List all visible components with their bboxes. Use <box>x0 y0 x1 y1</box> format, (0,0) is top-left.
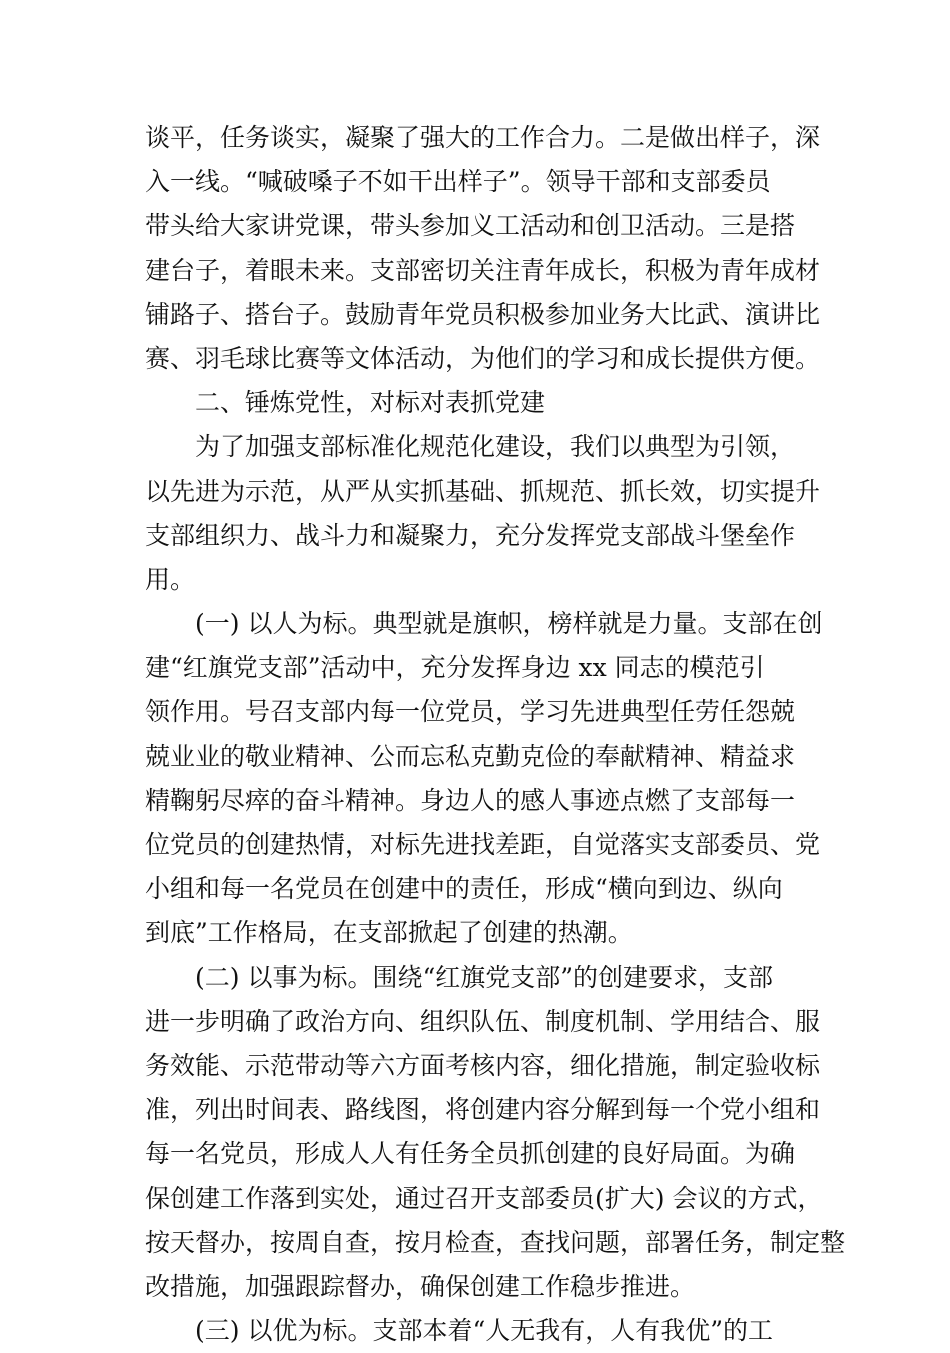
body-text <box>145 116 846 1353</box>
text-line: 铺路子、搭台子。鼓励青年党员积极参加业务大比武、演讲比 <box>145 299 821 329</box>
text-line: 按天督办，按周自查，按月检查，查找问题，部署任务，制定整 <box>145 1227 846 1257</box>
text-line: 赛、羽毛球比赛等文体活动，为他们的学习和成长提供方便。 <box>145 343 821 373</box>
text-line: 支部组织力、战斗力和凝聚力，充分发挥党支部战斗堡垒作 <box>145 520 796 550</box>
text-line: 用。 <box>145 564 196 594</box>
text-line: 位党员的创建热情，对标先进找差距，自觉落实支部委员、党 <box>145 830 821 859</box>
text-line: 每一名党员，形成人人有任务全员抓创建的良好局面。为确 <box>145 1139 796 1169</box>
text-line: 入一线。“喊破嗓子不如干出样子”。领导干部和支部委员 <box>145 167 771 197</box>
text-line: 领作用。号召支部内每一位党员，学习先进典型任劳任怨兢 <box>145 697 796 727</box>
text-line: 改措施，加强跟踪督办，确保创建工作稳步推进。 <box>145 1271 696 1301</box>
text-line: (一) 以人为标。典型就是旗帜，榜样就是力量。支部在创 <box>195 609 823 639</box>
text-line: 以先进为示范，从严从实抓基础、抓规范、抓长效，切实提升 <box>145 476 821 506</box>
text-line: 带头给大家讲党课，带头参加义工活动和创卫活动。三是搭 <box>145 211 796 241</box>
text-line: 到底”工作格局，在支部掀起了创建的热潮。 <box>145 918 633 948</box>
text-line: (二) 以事为标。围绕“红旗党支部”的创建要求，支部 <box>195 962 774 992</box>
text-line: 精鞠躬尽瘁的奋斗精神。身边人的感人事迹点燃了支部每一 <box>145 785 796 815</box>
text-line: 谈平，任务谈实，凝聚了强大的工作合力。二是做出样子，深 <box>145 123 821 152</box>
text-line: 准，列出时间表、路线图，将创建内容分解到每一个党小组和 <box>145 1095 821 1125</box>
text-line: 小组和每一名党员在创建中的责任，形成“横向到边、纵向 <box>145 874 783 904</box>
text-line: (三) 以优为标。支部本着“人无我有，人有我优”的工 <box>195 1316 774 1346</box>
text-line: 为了加强支部标准化规范化建设，我们以典型为引领， <box>195 432 796 462</box>
text-line: 务效能、示范带动等六方面考核内容，细化措施，制定验收标 <box>145 1050 821 1080</box>
text-line: 兢业业的敬业精神、公而忘私克勤克俭的奉献精神、精益求 <box>145 741 796 771</box>
text-line: 进一步明确了政治方向、组织队伍、制度机制、学用结合、服 <box>145 1006 821 1036</box>
text-line: 保创建工作落到实处，通过召开支部委员(扩大) 会议的方式， <box>145 1183 823 1213</box>
text-line: 建台子，着眼未来。支部密切关注青年成长，积极为青年成材 <box>145 255 821 285</box>
text-line: 建“红旗党支部”活动中，充分发挥身边 xx 同志的模范引 <box>145 653 765 683</box>
section-heading: 二、锤炼党性，对标对表抓党建 <box>195 388 546 418</box>
